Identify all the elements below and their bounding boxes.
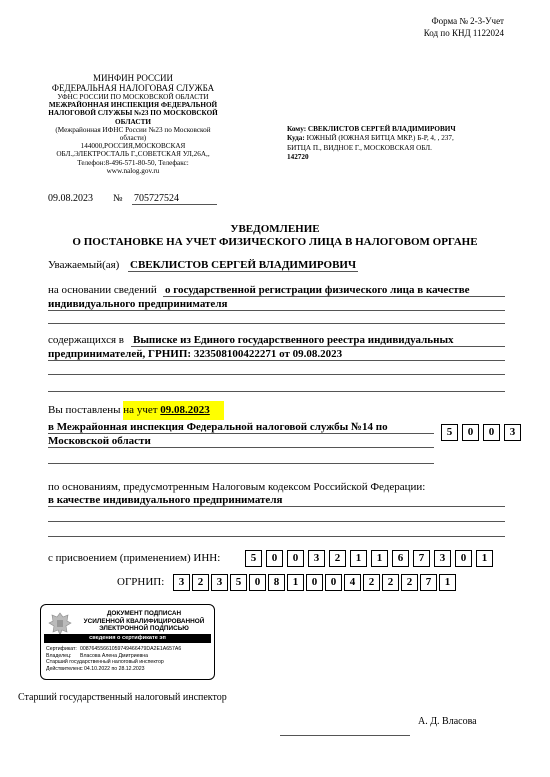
code-digit: 3 [504,424,521,441]
source-label: содержащихся в [48,334,124,346]
underline [48,391,505,392]
ogrnip-digit: 0 [249,574,266,591]
authority-line: (Межрайонная ИФНС России №23 по Московской [55,125,211,134]
recipient-address-line: ЮЖНЫЙ (ЮЖНАЯ БИТЦА МКР.) Б-Р, 4, , 237, [306,134,454,143]
underline [48,536,505,537]
document-number: 705727524 [134,193,179,204]
inn-boxes [245,550,493,567]
underline [48,374,505,375]
e-signature-stamp [40,604,215,680]
document-number-label: № [113,193,123,204]
inn-digit: 7 [413,550,430,567]
signer-position: Старший государственный налоговый инспектор [18,692,227,703]
ogrnip-digit: 4 [344,574,361,591]
code-digit: 0 [483,424,500,441]
registration-label: Вы поставлены на учет 09.08.2023 [48,404,224,417]
ogrnip-digit: 7 [420,574,437,591]
signer-name: А. Д. Власова [418,716,477,727]
inspection-line2: Московской области [48,435,151,447]
ogrnip-digit: 5 [230,574,247,591]
code-digit: 5 [441,424,458,441]
ogrnip-digit: 3 [211,574,228,591]
inn-digit: 5 [245,550,262,567]
inn-digit: 0 [287,550,304,567]
ogrnip-digit: 8 [268,574,285,591]
registration-date: 09.08.2023 [160,404,210,416]
form-knd-code: Код по КНД 1122024 [423,28,504,38]
underline [48,521,505,522]
authority-line: МЕЖРАЙОННАЯ ИНСПЕКЦИЯ ФЕДЕРАЛЬНОЙ [48,101,218,110]
source-value-line2: предпринимателей, ГРНИП: 323508100422271 от 09.08.2023 [48,348,343,360]
stamp-bar: сведения о сертификате эп [44,634,211,643]
ogrnip-boxes [173,574,456,591]
recipient-block [287,125,527,163]
underline [48,463,434,464]
ogrnip-digit: 2 [363,574,380,591]
number-underline [132,204,217,205]
recipient-to-label: Кому: [287,125,307,133]
authority-line: ОБЛ.,ЭЛЕКТРОСТАЛЬ Г.,СОВЕТСКАЯ УЛ,26А,, [56,150,210,159]
inn-digit: 3 [434,550,451,567]
basis-value-line2: индивидуального предпринимателя [48,298,228,310]
inn-label: с присвоением (применением) ИНН: [48,552,221,564]
inn-digit: 1 [476,550,493,567]
inn-digit: 3 [308,550,325,567]
taxpayer-name: СВЕКЛИСТОВ СЕРГЕЙ ВЛАДИМИРОВИЧ [130,259,357,271]
basis-value-line1: о государственной регистрации физического лица в качестве [165,284,470,296]
source-value-line1: Выписке из Единого государственного реестра индивидуальных [133,334,454,346]
authority-block [18,73,248,175]
document-date: 09.08.2023 [48,193,93,204]
recipient-address-line: БИТЦА П., ВИДНОЕ Г., МОСКОВСКАЯ ОБЛ. [287,143,432,152]
ogrnip-label: ОГРНИП: [117,576,165,588]
inspection-line1: в Межрайонная инспекция Федеральной налоговой службы №14 по [48,421,388,433]
stamp-details: Сертификат: 00876455661059749466479DA2E1A657A6 Владелец: Власова Алена Дмитриевна Старший государственный налоговый инспектор Действителен:с 04.10.2022 по 28.12.2023 [46,646,182,672]
underline [48,506,505,507]
underline [163,296,505,297]
basis-label: на основании сведений [48,284,157,296]
underline [48,360,505,361]
underline [48,447,434,448]
recipient-to-value: СВЕКЛИСТОВ СЕРГЕЙ ВЛАДИМИРОВИЧ [307,125,456,133]
authority-line: 144000,РОССИЯ,МОСКОВСКАЯ [80,142,186,151]
document-title: УВЕДОМЛЕНИЕ [230,223,320,235]
greeting-label: Уважаемый(ая) [48,259,120,271]
form-number: Форма № 2-3-Учет [431,16,504,26]
authority-line: Телефон:8-496-571-80-50, Телефакс: [77,158,189,167]
ogrnip-digit: 2 [382,574,399,591]
ogrnip-digit: 2 [192,574,209,591]
authority-line: ОБЛАСТИ [115,117,151,126]
inn-digit: 2 [329,550,346,567]
ogrnip-digit: 0 [306,574,323,591]
inn-digit: 0 [455,550,472,567]
grounds-value: в качестве индивидуального предпринимателя [48,494,283,506]
document-subtitle: О ПОСТАНОВКЕ НА УЧЕТ ФИЗИЧЕСКОГО ЛИЦА В НАЛОГОВОМ ОРГАНЕ [72,236,478,248]
authority-line: НАЛОГОВОЙ СЛУЖБЫ №23 ПО МОСКОВСКОЙ [48,109,218,118]
inn-digit: 0 [266,550,283,567]
ogrnip-digit: 2 [401,574,418,591]
authority-line: www.nalog.gov.ru [106,166,160,175]
authority-line: ФЕДЕРАЛЬНАЯ НАЛОГОВАЯ СЛУЖБА [51,83,215,93]
authority-line: МИНФИН РОССИИ [92,73,174,83]
recipient-address-label: Куда: [287,134,305,143]
inn-digit: 6 [392,550,409,567]
ogrnip-digit: 0 [325,574,342,591]
code-digit: 0 [462,424,479,441]
underline [48,433,434,434]
underline [131,346,505,347]
stamp-title: ДОКУМЕНТ ПОДПИСАН УСИЛЕННОЙ КВАЛИФИЦИРОВАННОЙ ЭЛЕКТРОННОЙ ПОДПИСЬЮ [83,610,205,633]
underline [48,310,505,311]
inn-digit: 1 [371,550,388,567]
ogrnip-digit: 1 [287,574,304,591]
ogrnip-digit: 1 [439,574,456,591]
ogrnip-digit: 3 [173,574,190,591]
grounds-label: по основаниям, предусмотренным Налоговым кодексом Российской Федерации: [48,481,426,493]
authority-line: УФНС РОССИИ ПО МОСКОВСКОЙ ОБЛАСТИ [57,93,209,101]
inspection-code-boxes [441,424,521,441]
authority-line: области) [119,134,147,143]
name-underline [128,271,358,272]
underline [48,323,505,324]
signature-line [280,735,410,736]
inn-digit: 1 [350,550,367,567]
registration-highlight: на учет 09.08.2023 [123,401,223,420]
recipient-postcode: 142720 [287,153,309,162]
